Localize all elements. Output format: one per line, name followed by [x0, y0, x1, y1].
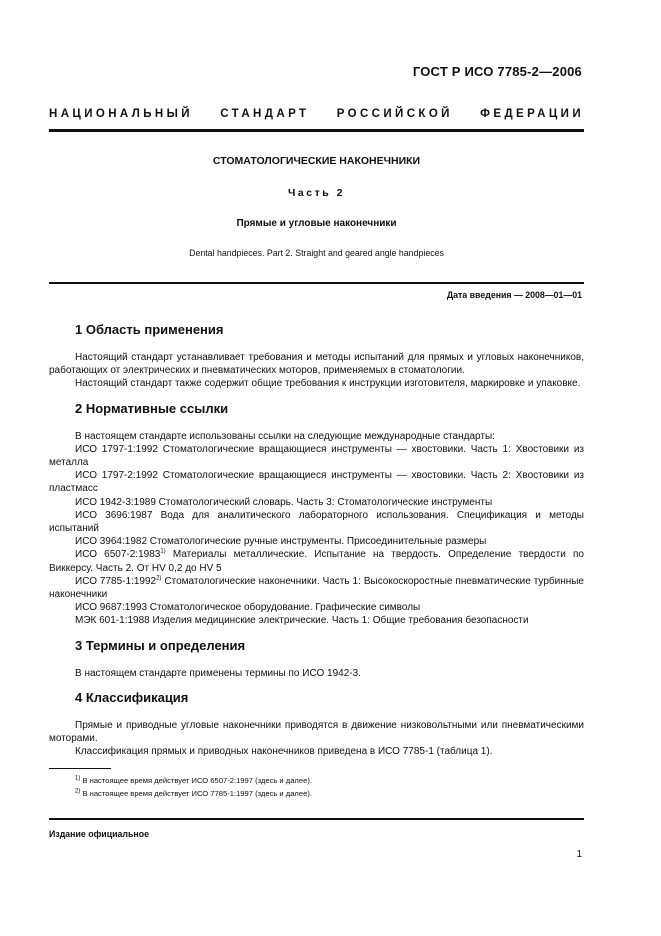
english-title: Dental handpieces. Part 2. Straight and geared angle handpieces: [189, 248, 444, 258]
document-number: ГОСТ Р ИСО 7785-2—2006: [412, 64, 582, 79]
section-heading: 2 Нормативные ссылки: [75, 400, 229, 416]
section-scope: [49, 322, 584, 391]
title-rule: [49, 282, 584, 284]
reference-item: ИСО 1942-3:1989 Стоматологический словарь. Часть 3: Стоматологические инструменты: [75, 496, 493, 508]
reference-code: ИСО 7785-1:1992: [75, 575, 157, 587]
footnote-mark: 1): [160, 549, 166, 556]
paragraph: В настоящем стандарте применены термины по ИСО 1942-3.: [75, 667, 361, 679]
footnote-text: В настоящее время действует ИСО 6507-2:1997 (здесь и далее).: [80, 776, 312, 786]
section-terms: [49, 638, 584, 680]
footnote-separator: [49, 768, 111, 769]
header-rule: [49, 129, 584, 132]
reference-item: ИСО 1797-2:1992 Стоматологические вращающиеся инструменты — хвостовики. Часть 2: Хвостовики из пластмасс: [49, 470, 584, 495]
section-heading: 1 Область применения: [75, 322, 224, 337]
reference-item: ИСО 3696:1987 Вода для аналитического лабораторного использования. Спецификация и методы испытаний: [49, 509, 584, 535]
page-number: 1: [576, 849, 582, 860]
section-heading: 3 Термины и определения: [75, 637, 246, 653]
document-body: [49, 322, 584, 800]
standard-title: СТОМАТОЛОГИЧЕСКИЕ НАКОНЕЧНИКИ: [212, 155, 421, 167]
section-heading: 4 Классификация: [75, 689, 189, 705]
reference-text: Материалы металлические. Испытание на твердость. Определение твердости по Виккерсу. Часть 2. От HV 0,2 до HV 5: [49, 549, 584, 574]
footnote: [49, 774, 584, 787]
footnote-text: В настоящее время действует ИСО 7785-1:1997 (здесь и далее).: [80, 789, 312, 799]
reference-item-iso7785: [49, 575, 584, 601]
footer-rule: [49, 818, 584, 820]
edition-label: Издание официальное: [49, 829, 149, 839]
footnote-mark: 1): [75, 775, 81, 782]
reference-item: ИСО 9687:1993 Стоматологическое оборудование. Графические символы: [75, 602, 421, 614]
part-subtitle: Прямые и угловые наконечники: [236, 218, 397, 229]
introduction-date: Дата введения — 2008—01—01: [446, 290, 582, 300]
reference-item-iso6507: [49, 548, 584, 574]
section-classification: [49, 690, 584, 759]
reference-item: ИСО 3964:1982 Стоматологические ручные инструменты. Присоединительные размеры: [75, 536, 487, 548]
reference-code: ИСО 6507-2:1983: [75, 549, 161, 561]
reference-item: ИСО 1797-1:1992 Стоматологические вращающиеся инструменты — хвостовики. Часть 1: Хвостовики из металла: [49, 443, 584, 469]
paragraph: Настоящий стандарт устанавливает требования и методы испытаний для прямых и угловых наконечников, работающих от электрических и пневматических моторов, применяемых в стоматологии.: [49, 352, 584, 377]
paragraph: Настоящий стандарт также содержит общие требования к инструкции изготовителя, маркировке и упаковке.: [75, 378, 581, 390]
reference-text: Стоматологические наконечники. Часть 1: Высокоскоростные пневматические турбинные наконечники: [49, 575, 584, 601]
paragraph: Прямые и приводные угловые наконечники приводятся в движение низковольтными или пневматическими моторами.: [49, 719, 584, 745]
section-normative-references: [49, 401, 584, 628]
footnote-mark: 2): [156, 575, 162, 582]
footnote-mark: 2): [75, 788, 81, 795]
paragraph: В настоящем стандарте использованы ссылки на следующие международные стандарты:: [75, 430, 495, 442]
organization-title: НАЦИОНАЛЬНЫЙ СТАНДАРТ РОССИЙСКОЙ ФЕДЕРАЦИИ: [49, 108, 584, 120]
reference-item: МЭК 601-1:1988 Изделия медицинские электрические. Часть 1: Общие требования безопасности: [75, 615, 529, 627]
paragraph: Классификация прямых и приводных наконечников приведена в ИСО 7785-1 (таблица 1).: [75, 746, 493, 758]
part-title: Часть 2: [288, 187, 345, 199]
footnote: [49, 787, 584, 800]
